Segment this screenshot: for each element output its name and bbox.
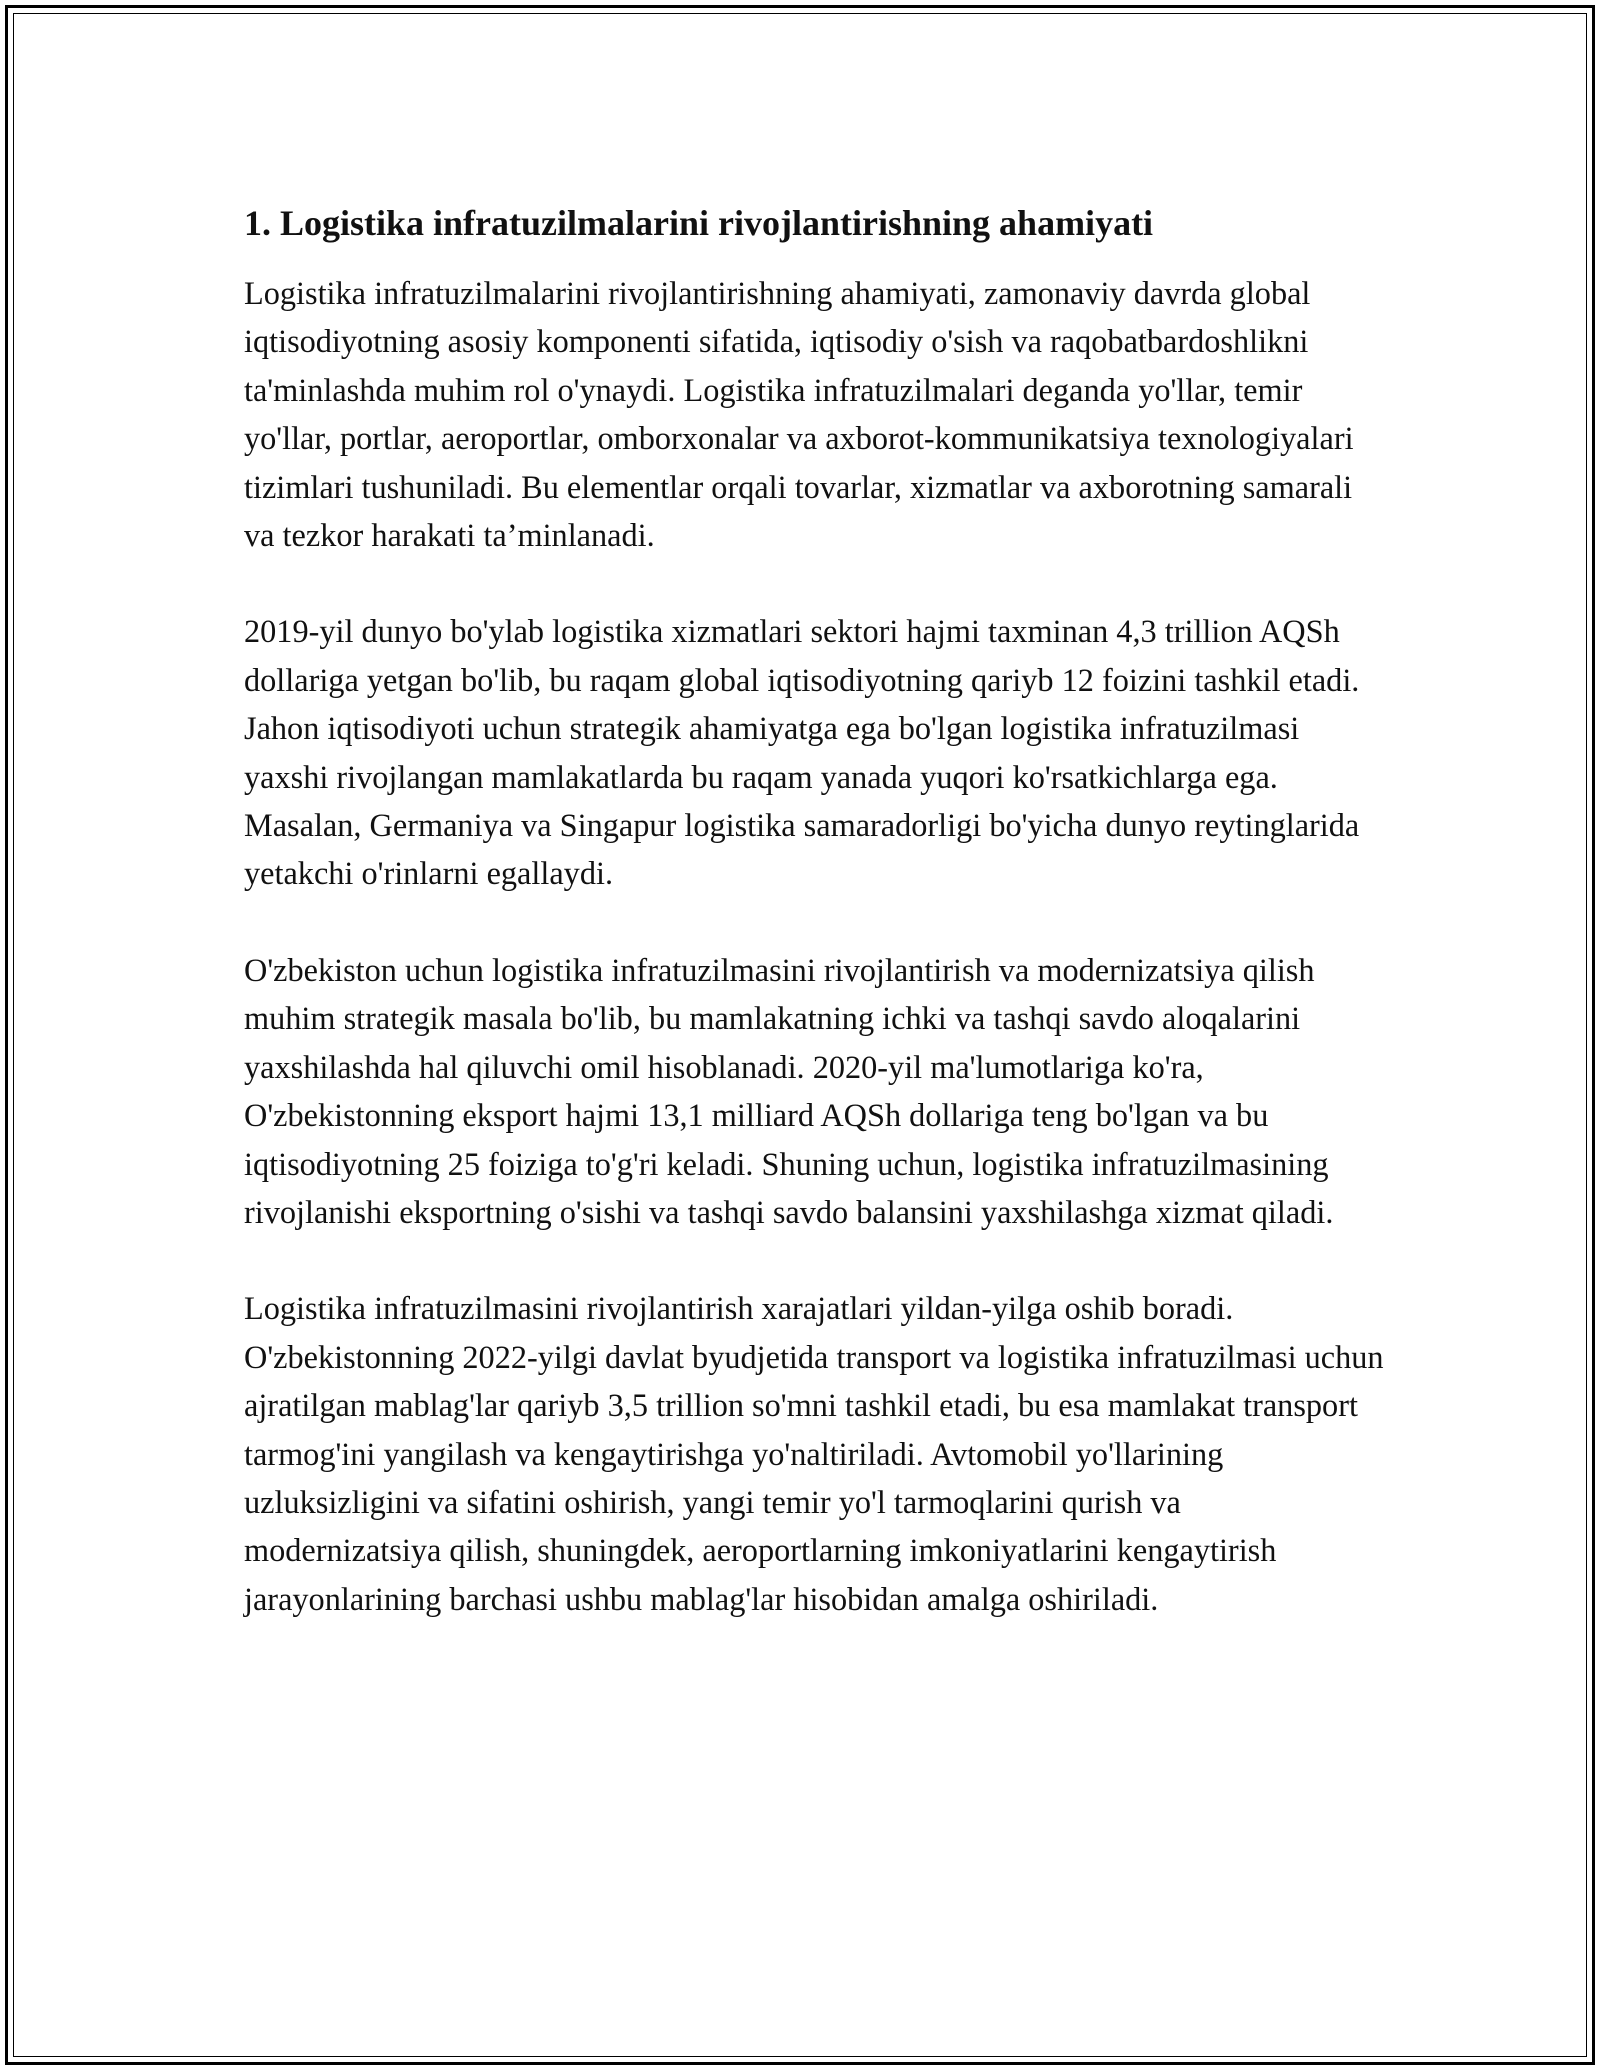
page-frame [5,5,1595,2065]
paragraph-4: Logistika infratuzilmasini rivojlantirish xarajatlari yildan-yilga oshib boradi. O'zbekistonning 2022-yilgi davlat byudjetida transport va logistika infratuzilmasi uchun ajratilgan mablag'lar qariyb 3,5 trillion so'mni tashkil etadi, bu esa mamlakat transport tarmog'ini yangilash va kengaytirishga yo'naltiriladi. Avtomobil yo'llarining uzluksizligini va sifatini oshirish, yangi temir yo'l tarmoqlarini qurish va modernizatsiya qilish, shuningdek, aeroportlarning imkoniyatlarini kengaytirish jarayonlarining barchasi ushbu mablag'lar hisobidan amalga oshiriladi. [244,1290,1384,1617]
paragraph-1: Logistika infratuzilmalarini rivojlantirishning ahamiyati, zamonaviy davrda global iqtisodiyotning asosiy komponenti sifatida, iqtisodiy o'sish va raqobatbardoshlikni ta'minlashda muhim rol o'ynaydi. Logistika infratuzilmalari deganda yo'llar, temir yo'llar, portlar, aeroportlar, omborxonalar va axborot-kommunikatsiya texnologiyalari tizimlari tushuniladi. Bu elementlar orqali tovarlar, xizmatlar va axborotning samarali va tezkor harakati ta’minlanadi. [244,275,1354,554]
section-heading: 1. Logistika infratuzilmalarini rivojlantirishning ahamiyati [244,203,1154,243]
paragraph-3: O'zbekiston uchun logistika infratuzilmasini rivojlantirish va modernizatsiya qilish muhim strategik masala bo'lib, bu mamlakatning ichki va tashqi savdo aloqalarini yaxshilashda hal qiluvchi omil hisoblanadi. 2020-yil ma'lumotlariga ko'ra, O'zbekistonning eksport hajmi 13,1 milliard AQSh dollariga teng bo'lgan va bu iqtisodiyotning 25 foiziga to'g'ri keladi. Shuning uchun, logistika infratuzilmasining rivojlanishi eksportning o'sishi va tashqi savdo balansini yaxshilashga xizmat qiladi. [244,951,1334,1230]
paragraph-2: 2019-yil dunyo bo'ylab logistika xizmatlari sektori hajmi taxminan 4,3 trillion AQSh dollariga yetgan bo'lib, bu raqam global iqtisodiyotning qariyb 12 foizini tashkil etadi. Jahon iqtisodiyoti uchun strategik ahamiyatga ega bo'lgan logistika infratuzilmasi yaxshi rivojlangan mamlakatlarda bu raqam yanada yuqori ko'rsatkichlarga ega. Masalan, Germaniya va Singapur logistika samaradorligi bo'yicha dunyo reytinglarida yetakchi o'rinlarni egallaydi. [244,613,1360,892]
document-body [244,195,1384,1671]
